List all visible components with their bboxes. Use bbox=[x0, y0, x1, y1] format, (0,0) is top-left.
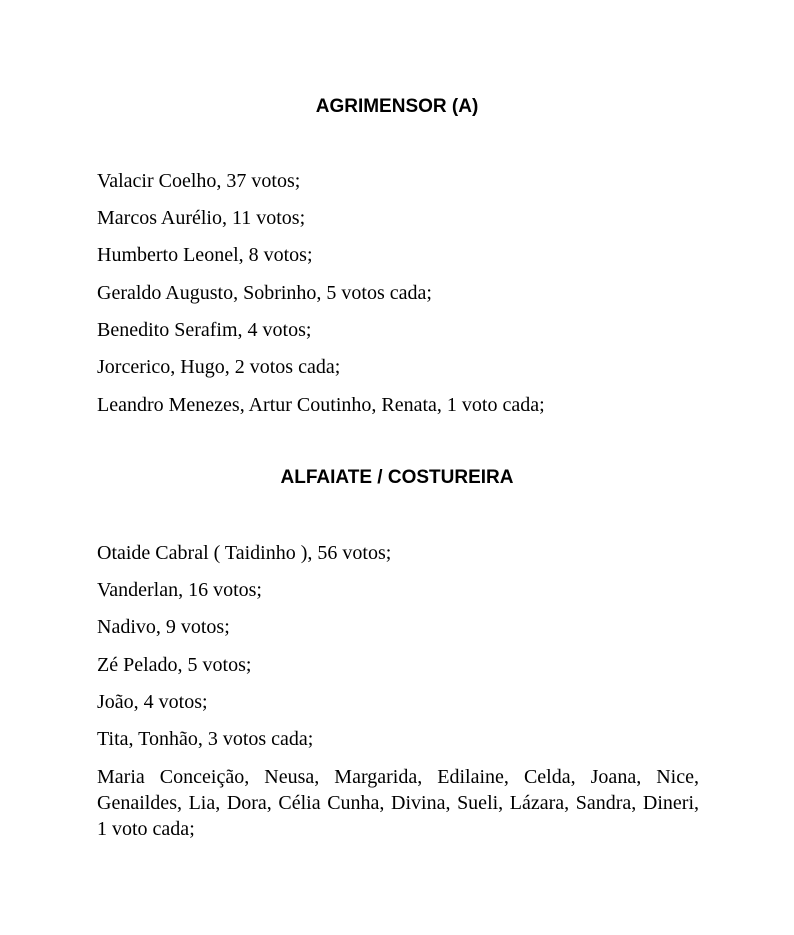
list-item: João, 4 votos; bbox=[97, 691, 208, 713]
section-title-agrimensor: AGRIMENSOR (A) bbox=[315, 96, 479, 117]
section-title-alfaiate: ALFAIATE / COSTUREIRA bbox=[280, 467, 514, 488]
list-item: Humberto Leonel, 8 votos; bbox=[97, 244, 313, 266]
list-item: Benedito Serafim, 4 votos; bbox=[97, 319, 312, 341]
list-item: Vanderlan, 16 votos; bbox=[97, 579, 262, 601]
list-item: Tita, Tonhão, 3 votos cada; bbox=[97, 728, 314, 750]
list-item: Nadivo, 9 votos; bbox=[97, 616, 230, 638]
list-item: Zé Pelado, 5 votos; bbox=[97, 654, 252, 676]
list-item: Otaide Cabral ( Taidinho ), 56 votos; bbox=[97, 542, 392, 564]
list-item: Marcos Aurélio, 11 votos; bbox=[97, 207, 306, 229]
list-item: Geraldo Augusto, Sobrinho, 5 votos cada; bbox=[97, 282, 432, 304]
list-item: Valacir Coelho, 37 votos; bbox=[97, 170, 301, 192]
list-item: Maria Conceição, Neusa, Margarida, Edilaine, Celda, Joana, Nice, Genaildes, Lia, Dora, Célia Cunha, Divina, Sueli, Lázara, Sandra, Dineri, 1 voto cada; bbox=[97, 766, 699, 840]
list-item: Jorcerico, Hugo, 2 votos cada; bbox=[97, 356, 341, 378]
list-item: Leandro Menezes, Artur Coutinho, Renata, 1 voto cada; bbox=[97, 394, 545, 416]
